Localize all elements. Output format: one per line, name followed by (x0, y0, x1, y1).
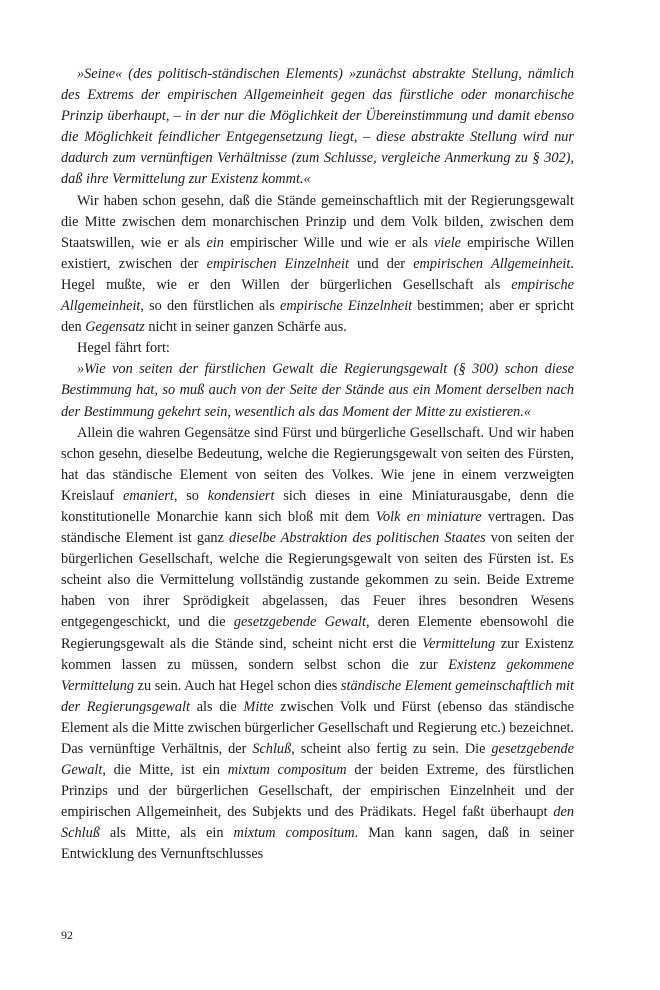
text-span: sich dieses in eine Miniaturausgabe, denn die konstitutionelle Monarchie kann sich bloß mit dem (61, 487, 574, 525)
emphasis-span: empirischen Allgemeinheit (413, 255, 571, 272)
emphasis-span: dieselbe Abstraktion des politischen Staates (229, 530, 486, 547)
emphasis-span: ständische Element gemeinschaftlich mit der Regierungsgewalt (61, 677, 574, 715)
emphasis-span: Volk en miniature (375, 508, 482, 525)
text-span: . Hegel mußte, wie er den Willen der bürgerlichen Gesellschaft als (61, 255, 574, 293)
emphasis-span: Existenz gekommene Vermittelung (61, 656, 574, 694)
text-span: Hegel fährt fort: (77, 340, 170, 357)
text-span: empirische Willen existiert, zwischen der (61, 234, 574, 272)
text-span: empirischer Wille und wie er als (223, 234, 435, 251)
text-span: »Seine« (des politisch-ständischen Elements) »zunächst abstrakte Stellung, nämlich des Extrems der empirischen Allgemeinheit gegen das fürstliche oder monarchische Prinzip überhaupt, – in der nur die Möglichkeit der Übereinstimmung und damit ebenso die Möglichkeit feindlicher Entgegensetzung liegt, – diese abstrakte Stellung wird nur dadurch zum vernünftigen Verhältnisse (zum Schlusse, vergleiche Anmerkung zu § 302), daß ihre Vermittelung zur Existenz kommt.« (61, 66, 574, 188)
emphasis-span: den Schluß (61, 804, 574, 842)
emphasis-span: viele (434, 234, 462, 251)
text-span: nicht in seiner ganzen Schärfe aus. (144, 319, 347, 336)
body-text (61, 64, 574, 866)
emphasis-span: kondensiert (207, 487, 275, 504)
text-span: zur Existenz kommen lassen zu müssen, sondern selbst schon die zur (61, 635, 574, 673)
text-span: »Wie von seiten der fürstlichen Gewalt die Regierungsgewalt (§ 300) schon diese Bestimmung hat, so muß auch von der Seite der Stände aus ein Moment derselben nach der Bestimmung gekehrt sein, wesentlich als das Moment der Mitte zu existieren.« (61, 361, 574, 420)
emphasis-span: empirische Einzelnheit (279, 298, 413, 315)
text-span: Wir haben schon gesehn, daß die Stände gemeinschaftlich mit der Regierungsgewalt die Mitte zwischen dem monarchischen Prinzip und dem Volk bilden, zwischen dem Staatswillen, wie er als (61, 192, 574, 251)
emphasis-span: mixtum compositum (227, 762, 347, 779)
text-span: der beiden Extreme, des fürstlichen Prinzips und der bürgerlichen Gesellschaft, der empirischen Einzelnheit und der empirischen Allgemeinheit, des Subjekts und des Prädikats. Hegel faßt überhaupt (61, 762, 575, 821)
text-span: , so (173, 487, 208, 504)
emphasis-span: Schluß (252, 741, 292, 757)
text-span: Allein die wahren Gegensätze sind Fürst und bürgerliche Gesellschaft. Und wir haben schon gesehn, dieselbe Bedeutung, welche die Regierungsgewalt von seiten des Fürsten, hat das ständische Element von seiten des Volkes. Wie jene in einem verzweigten Kreislauf (61, 424, 574, 504)
text-span: und der (348, 255, 414, 272)
emphasis-span: empirischen Einzelnheit (206, 255, 349, 272)
emphasis-span: empirische Allgemeinheit (61, 276, 574, 315)
text-span: , so den fürstlichen als (140, 298, 280, 315)
text-span: bestimmen; aber er spricht den (61, 298, 574, 336)
text-span: als Mitte, als ein (99, 825, 234, 842)
text-span: von seiten der bürgerlichen Gesellschaft, welche die Regierungsgewalt von seiten des Fürsten ist. Es scheint also die Vermittelung vollständig zustande gekommen zu sein. Beide Extreme haben von ihrer Sprödigkeit abgelassen, das Feuer ihres besondren Wesens entgegengeschickt, und die (61, 530, 574, 631)
text-span: zu sein. Auch hat Hegel schon dies (134, 677, 341, 694)
emphasis-span: gesetzgebende Gewalt (61, 741, 574, 779)
body-paragraph (61, 191, 574, 339)
body-paragraph (61, 423, 574, 866)
block-quote-paragraph (61, 359, 574, 422)
text-span: zwischen Volk und Fürst (ebenso das ständische Element als die Mitte zwischen bürgerlicher Gesellschaft und Regierung etc.) bezeichnet. Das vernünftige Verhältnis, der (61, 698, 575, 757)
text-span: , scheint also fertig zu sein. Die (291, 741, 492, 757)
emphasis-span: Mitte (243, 698, 274, 715)
text-span: , deren Elemente ebensowohl die Regierungsgewalt als die Stände sind, scheint nicht erst die (61, 614, 574, 652)
page-number: 92 (61, 928, 73, 942)
emphasis-span: ein (206, 234, 224, 251)
block-quote-paragraph (61, 64, 574, 191)
emphasis-span: Gegensatz (85, 319, 145, 336)
emphasis-span: Vermittelung (422, 635, 496, 652)
text-span: als die (190, 698, 244, 715)
body-paragraph (61, 338, 574, 359)
text-span: . Man kann sagen, daß in seiner Entwicklung des Vernunftschlusses (61, 825, 575, 863)
text-span: , die Mitte, ist ein (102, 762, 228, 779)
emphasis-span: emaniert (123, 487, 174, 504)
emphasis-span: mixtum compositum (233, 825, 355, 842)
emphasis-span: gesetzgebende Gewalt (233, 614, 366, 631)
text-span: vertragen. Das ständische Element ist ganz (61, 508, 574, 547)
